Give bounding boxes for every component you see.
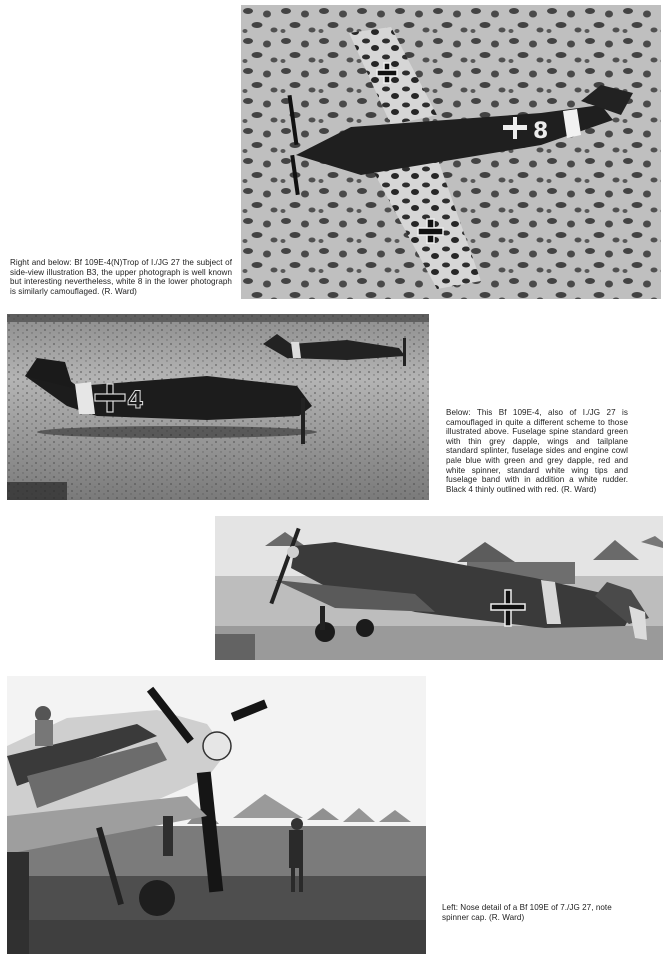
photo-two-bf109-takeoff (7, 314, 429, 500)
photo-aerial-bf109-dappled (241, 5, 661, 299)
caption-top: Right and below: Bf 109E-4(N)Trop of I./JG 27 the subject of side-view illustration B3, the upper photograph is well known but interesting nevertheless, white 8 in the lower photograph is similarly camouflaged. (R. Ward) (10, 258, 232, 296)
ground-fuselage-code: 4 (127, 386, 144, 414)
photo-bf109-on-ground (215, 516, 663, 660)
photo-bf109-nose-detail (7, 676, 426, 954)
caption-bottom: Left: Nose detail of a Bf 109E of 7./JG 27, note spinner cap. (R. Ward) (442, 903, 612, 922)
aerial-fuselage-code: 8 (533, 119, 549, 144)
caption-middle: Below: This Bf 109E-4, also of I./JG 27 is camouflaged in quite a different scheme to those illustrated above. Fuselage spine standard green with thin grey dapple, wings and tailplane standard splinter, fuselage sides and engine cowl pale blue with green and grey dapple, red and white spinner, standard white wing tips and fuselage band with in addition a white rudder. Black 4 thinly outlined with red. (R. Ward) (446, 408, 628, 494)
